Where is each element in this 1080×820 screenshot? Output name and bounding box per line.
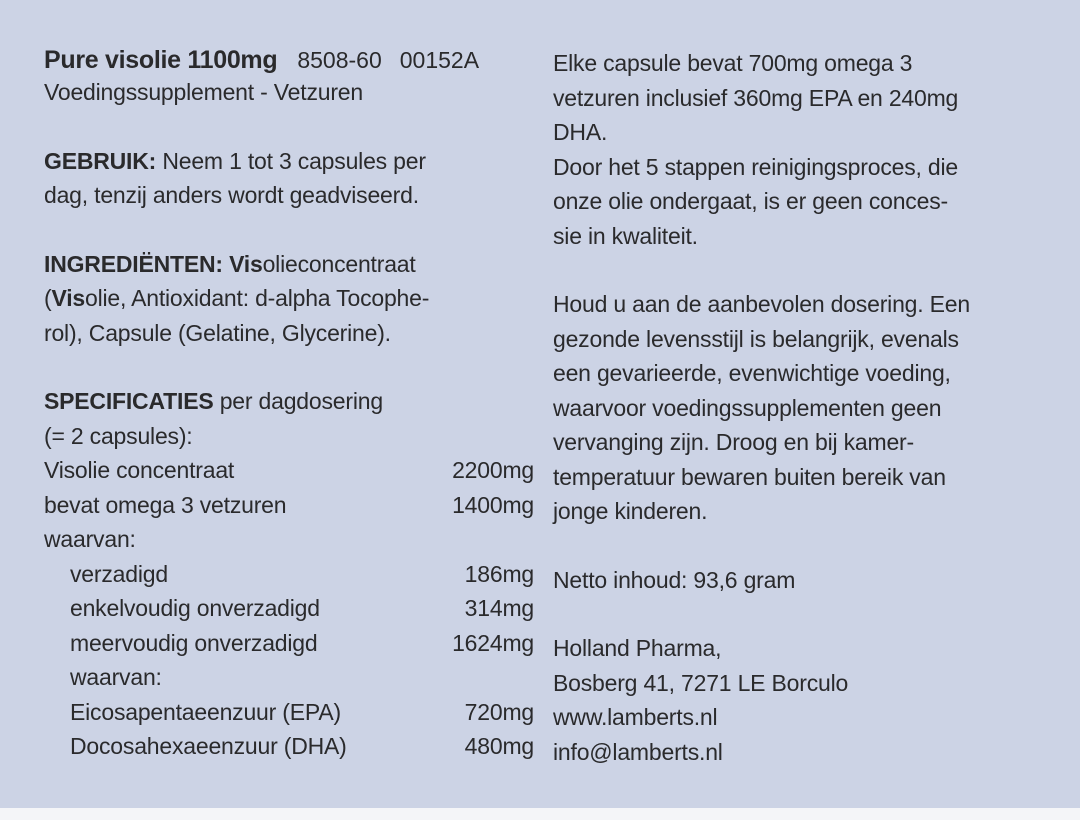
spec-row xyxy=(44,453,534,488)
batch-code: 00152A xyxy=(399,47,480,73)
ingredients-line-1 xyxy=(44,247,534,282)
spec-name: enkelvoudig onverzadigd xyxy=(70,595,320,621)
ingredients-vis-2: Vis xyxy=(51,285,85,311)
spec-value: 1624mg xyxy=(452,629,534,656)
usage-heading: GEBRUIK: xyxy=(44,147,157,174)
spec-name: verzadigd xyxy=(70,560,168,587)
spec-value xyxy=(444,522,534,557)
description-line: sie in kwaliteit. xyxy=(553,222,698,249)
net-content: Netto inhoud: 93,6 gram xyxy=(553,566,796,593)
spec-name: meervoudig onverzadigd xyxy=(70,629,318,656)
spec-name: bevat omega 3 vetzuren xyxy=(44,491,287,518)
spec-row xyxy=(44,660,534,695)
spec-value: 314mg xyxy=(464,595,534,621)
specifications-suffix: per dagdosering xyxy=(219,388,383,414)
product-code: 8508-60 xyxy=(297,47,382,73)
description-line: Elke capsule bevat 700mg omega 3 xyxy=(553,50,913,76)
ingredients-line-3: rol), Capsule (Gelatine, Glycerine). xyxy=(44,319,391,346)
description-line: onze olie ondergaat, is er geen conces- xyxy=(553,188,948,214)
ingredients-vis-1: Vis xyxy=(229,250,263,277)
company-address: Bosberg 41, 7271 LE Borculo xyxy=(553,669,849,696)
spec-row xyxy=(44,695,534,730)
bottom-strip xyxy=(0,808,1080,820)
company-name: Holland Pharma, xyxy=(553,635,722,661)
ingredients-heading: INGREDIËNTEN: xyxy=(44,250,223,277)
spec-row xyxy=(44,591,534,626)
usage-line-1 xyxy=(44,144,534,179)
spec-value: 2200mg xyxy=(452,457,534,483)
spec-name: waarvan: xyxy=(44,526,136,552)
dose-line: (= 2 capsules): xyxy=(44,422,193,449)
title-line xyxy=(44,46,534,75)
spec-value xyxy=(444,660,534,695)
ingredients-line-2 xyxy=(44,281,534,316)
spec-value: 1400mg xyxy=(452,491,534,518)
spec-name: waarvan: xyxy=(70,664,162,690)
company-website: www.lamberts.nl xyxy=(553,704,718,730)
description-line: Door het 5 stappen reinigingsproces, die xyxy=(553,153,958,180)
spec-row xyxy=(44,522,534,557)
advice-line: een gevarieerde, evenwichtige voeding, xyxy=(553,360,951,386)
spec-value: 720mg xyxy=(464,698,534,725)
description-line: vetzuren inclusief 360mg EPA en 240mg xyxy=(553,84,959,111)
product-category: Voedingssupplement - Vetzuren xyxy=(44,79,363,105)
advice-line: waarvoor voedingssupplementen geen xyxy=(553,394,942,421)
spec-row xyxy=(44,626,534,661)
spec-row xyxy=(44,557,534,592)
advice-line: jonge kinderen. xyxy=(553,498,708,524)
spec-name: Visolie concentraat xyxy=(44,457,235,483)
right-column xyxy=(553,46,1053,769)
spec-name: Eicosapentaeenzuur (EPA) xyxy=(70,698,341,725)
spec-name: Docosahexaeenzuur (DHA) xyxy=(70,733,347,759)
product-name: Pure visolie 1100mg xyxy=(44,46,278,74)
advice-line: temperatuur bewaren buiten bereik van xyxy=(553,463,946,490)
advice-line: gezonde levensstijl is belangrijk, evenals xyxy=(553,325,959,352)
usage-text-2: dag, tenzij anders wordt geadviseerd. xyxy=(44,182,419,208)
advice-line: Houd u aan de aanbevolen dosering. Een xyxy=(553,291,970,317)
ingredients-text-2: olie, Antioxidant: d-alpha Tocophe- xyxy=(84,285,430,311)
spec-row xyxy=(44,729,534,764)
ingredients-text-1: olieconcentraat xyxy=(262,250,416,277)
company-email: info@lamberts.nl xyxy=(553,738,723,765)
spec-value: 480mg xyxy=(464,733,534,759)
advice-line: vervanging zijn. Droog en bij kamer- xyxy=(553,429,914,455)
ingredients-paren: ( xyxy=(44,285,52,311)
spec-value: 186mg xyxy=(464,560,534,587)
spec-row xyxy=(44,488,534,523)
left-column xyxy=(44,46,534,764)
specifications-heading: SPECIFICATIES xyxy=(44,388,214,414)
description-line: DHA. xyxy=(553,119,608,145)
specifications-heading-line xyxy=(44,384,534,419)
usage-text-1: Neem 1 tot 3 capsules per xyxy=(162,147,426,174)
